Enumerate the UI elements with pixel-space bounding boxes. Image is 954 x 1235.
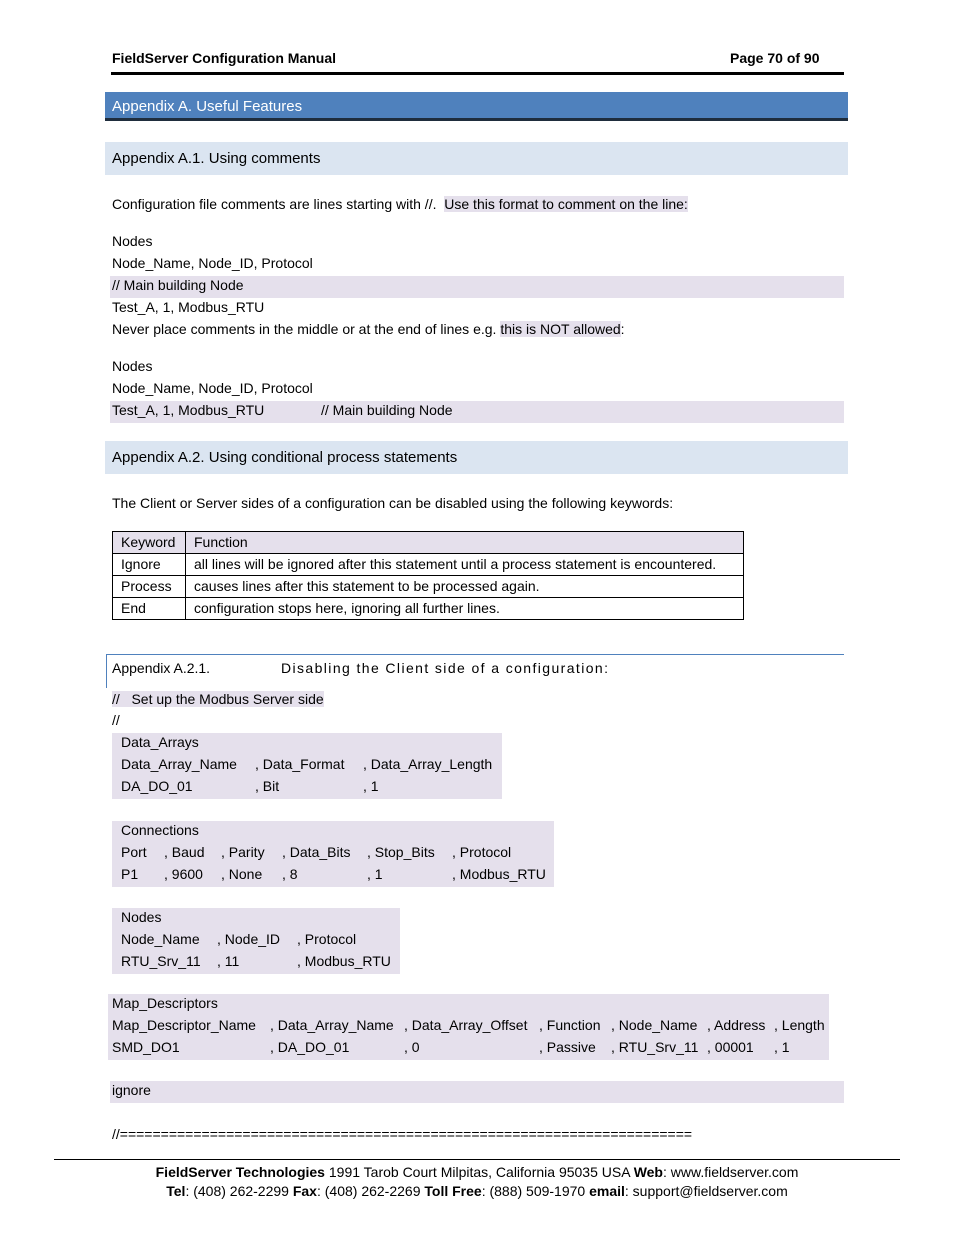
table-header-row <box>113 532 744 554</box>
never-colon: : <box>620 321 625 337</box>
code-cell: , Protocol <box>297 931 357 947</box>
footer-web-label: Web <box>633 1164 663 1180</box>
footer-tel: : (408) 262-2299 <box>185 1183 293 1199</box>
footer-address-text: 1991 Tarob Court Milpitas, California 95035 USA <box>324 1164 634 1180</box>
code-cell: , Address <box>707 1017 766 1033</box>
separator-line: //====================================================================== <box>112 1126 693 1142</box>
code-cell: , Passive <box>539 1039 596 1055</box>
code-cell: , Modbus_RTU <box>297 953 391 969</box>
table-row <box>113 598 744 620</box>
manual-title: FieldServer Configuration Manual <box>112 50 337 66</box>
example2-line: Nodes <box>112 358 153 374</box>
nodes-title: Nodes <box>121 909 162 925</box>
footer-contacts <box>0 1181 954 1201</box>
code-cell: , None <box>221 866 263 882</box>
table-cell: all lines will be ignored after this statement until a process statement is encountered. <box>186 554 744 576</box>
footer-tel-label: Tel <box>166 1183 186 1199</box>
code-cell: , 00001 <box>707 1039 754 1055</box>
code-cell: , Protocol <box>452 844 512 860</box>
subsection-title: Disabling the Client side of a configuration: <box>281 660 610 676</box>
example1-line: Nodes <box>112 233 153 249</box>
footer-fax-label: Fax <box>292 1183 317 1199</box>
map-descriptors-title: Map_Descriptors <box>112 995 218 1011</box>
footer-web[interactable]: : www.fieldserver.com <box>663 1164 799 1180</box>
code-cell: , Data_Format <box>255 756 345 772</box>
table-cell: causes lines after this statement to be processed again. <box>186 576 744 598</box>
section-heading-conditional: Appendix A.2. Using conditional process statements <box>105 441 848 474</box>
code-cell: , 11 <box>217 953 240 969</box>
example2-line: Node_Name, Node_ID, Protocol <box>112 380 313 396</box>
table-header-cell: Keyword <box>113 532 186 554</box>
code-cell: , Length <box>774 1017 825 1033</box>
example1-line: Test_A, 1, Modbus_RTU <box>112 299 265 315</box>
code-cell: , DA_DO_01 <box>270 1039 350 1055</box>
code-cell: , 0 <box>404 1039 420 1055</box>
footer-tollfree: : (888) 509-1970 <box>481 1183 590 1199</box>
code-cell: , 1 <box>367 866 383 882</box>
code-comment-text: // Set up the Modbus Server side <box>112 691 324 707</box>
never-note <box>112 318 625 340</box>
code-cell: , 8 <box>282 866 298 882</box>
intro-text: Configuration file comments are lines starting with //. <box>112 196 445 212</box>
page-number: Page 70 of 90 <box>730 50 820 66</box>
code-cell: , Modbus_RTU <box>452 866 546 882</box>
code-comment: // <box>112 712 120 728</box>
code-cell: , Bit <box>255 778 280 794</box>
table-cell: End <box>113 598 186 620</box>
comments-intro <box>112 193 688 215</box>
table-cell: Ignore <box>113 554 186 576</box>
code-cell: , RTU_Srv_11 <box>611 1039 699 1055</box>
code-cell: Port <box>121 844 147 860</box>
table-header-cell: Function <box>186 532 744 554</box>
code-cell: , Data_Bits <box>282 844 351 860</box>
section-heading-comments: Appendix A.1. Using comments <box>105 142 848 175</box>
code-cell: , 1 <box>363 778 379 794</box>
code-cell: , Node_Name <box>611 1017 698 1033</box>
code-cell: , 1 <box>774 1039 790 1055</box>
example2-bad-line: Test_A, 1, Modbus_RTU <box>112 402 265 418</box>
example2-inline-comment: // Main building Node <box>321 402 453 418</box>
code-cell: , Stop_Bits <box>367 844 435 860</box>
footer-address <box>0 1162 954 1182</box>
code-cell: , Parity <box>221 844 265 860</box>
table-row <box>113 576 744 598</box>
footer-fax: : (408) 262-2269 <box>316 1183 425 1199</box>
example1-line: Node_Name, Node_ID, Protocol <box>112 255 313 271</box>
code-cell: , Function <box>539 1017 601 1033</box>
never-highlight: this is NOT allowed <box>500 321 621 337</box>
footer-email[interactable]: : support@fieldserver.com <box>624 1183 788 1199</box>
code-cell: Node_Name <box>121 931 200 947</box>
connections-title: Connections <box>121 822 199 838</box>
intro-highlight: Use this format to comment on the line: <box>444 196 688 212</box>
code-cell: , Data_Array_Name <box>270 1017 394 1033</box>
data-arrays-title: Data_Arrays <box>121 734 199 750</box>
appendix-heading: Appendix A. Useful Features <box>105 92 848 121</box>
code-comment <box>112 688 324 710</box>
never-text: Never place comments in the middle or at the end of lines e.g. <box>112 321 501 337</box>
subsection-number: Appendix A.2.1. <box>112 660 211 676</box>
code-cell: Map_Descriptor_Name <box>112 1017 256 1033</box>
footer-rule <box>54 1159 900 1160</box>
conditional-intro: The Client or Server sides of a configuration can be disabled using the following keywords: <box>112 495 674 511</box>
code-cell: P1 <box>121 866 139 882</box>
code-cell: DA_DO_01 <box>121 778 193 794</box>
header-rule <box>111 72 844 75</box>
keyword-table <box>112 531 744 620</box>
highlight-band <box>110 1081 844 1103</box>
code-cell: RTU_Srv_11 <box>121 953 201 969</box>
code-cell: , Node_ID <box>217 931 281 947</box>
footer-tollfree-label: Toll Free <box>424 1183 482 1199</box>
code-cell: , Data_Array_Length <box>363 756 493 772</box>
example1-comment-line: // Main building Node <box>112 277 244 293</box>
table-cell: Process <box>113 576 186 598</box>
footer-email-label: email <box>589 1183 625 1199</box>
code-cell: , Data_Array_Offset <box>404 1017 528 1033</box>
code-cell: SMD_DO1 <box>112 1039 180 1055</box>
ignore-statement: ignore <box>112 1082 151 1098</box>
code-cell: , 9600 <box>164 866 203 882</box>
table-cell: configuration stops here, ignoring all further lines. <box>186 598 744 620</box>
code-cell: Data_Array_Name <box>121 756 237 772</box>
footer-company: FieldServer Technologies <box>155 1164 325 1180</box>
table-row <box>113 554 744 576</box>
code-cell: , Baud <box>164 844 205 860</box>
